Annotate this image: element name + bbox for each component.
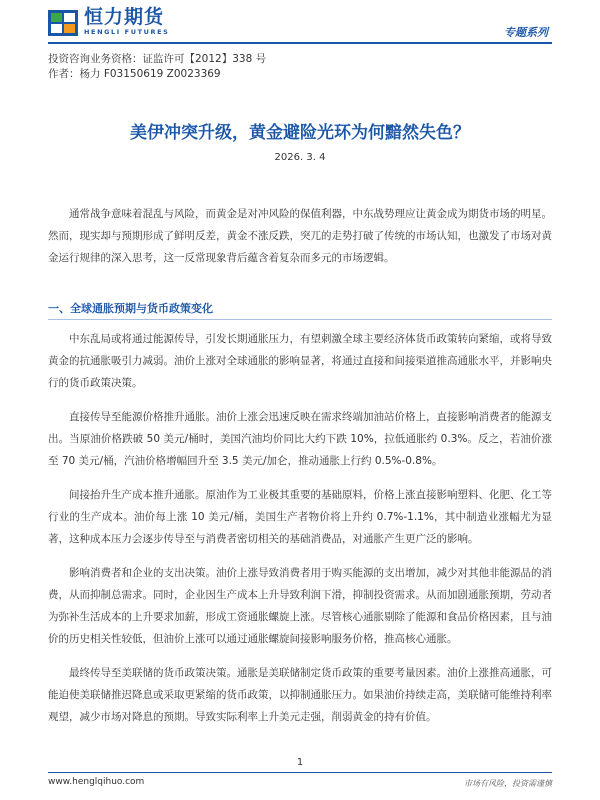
section-divider	[48, 319, 552, 320]
body-paragraph: 直接传导至能源价格推升通胀。油价上涨会迅速反映在需求终端加油站价格上，直接影响消费者的能源支出。当原油价格跌破 50 美元/桶时，美国汽油均价同比大约下跌 10%，拉低通胀约 0.3%。反之，若油价涨至 70 美元/桶，汽油价格增幅回升至 3.5 美元/加仑，推动通胀上行约 0.5%-0.8%。	[48, 411, 552, 467]
article-date: 2026. 3. 4	[274, 152, 326, 163]
body-paragraph: 影响消费者和企业的支出决策。油价上涨导致消费者用于购买能源的支出增加，减少对其他非能源品的消费，从而抑制总需求。同时，企业因生产成本上升导致利润下滑，抑制投资需求。从而加剧通胀预期，劳动者为弥补生活成本的上升要求加薪，形成工资通胀螺旋上涨。尽管核心通胀剔除了能源和食品价格因素，且与油价的历史相关性较低，但油价上涨可以通过通胀螺旋间接影响服务价格，推高核心通胀。	[48, 567, 552, 645]
brand-name-cn: 恒力期货	[84, 6, 165, 28]
body-paragraph: 中东乱局或将通过能源传导，引发长期通胀压力，有望刺激全球主要经济体货币政策转向紧缩，或将导致黄金的抗通胀吸引力减弱。油价上涨对全球通胀的影响显著，将通过直接和间接渠道推高通胀水平，并影响央行的货币政策决策。	[48, 333, 552, 389]
header-divider	[48, 42, 552, 44]
brand-name	[84, 6, 169, 36]
intro-paragraph: 通常战争意味着混乱与风险，而黄金是对冲风险的保值利器，中东战势理应让黄金成为期货市场的明星。然而，现实却与预期形成了鲜明反差，黄金不涨反跌，突兀的走势打破了传统的市场认知，也激发了市场对黄金运行规律的深入思考，这一反常现象背后蕴含着复杂而多元的市场逻辑。	[48, 208, 552, 264]
author-line: 作者：杨力 F03150619 Z0023369	[48, 68, 221, 80]
section-heading: 一、全球通胀预期与货币政策变化	[48, 302, 213, 315]
license-line: 投资咨询业务资格：证监许可【2012】338 号	[48, 53, 267, 65]
article-title: 美伊冲突升级，黄金避险光环为何黯然失色？	[130, 123, 470, 143]
body-paragraph: 最终传导至美联储的货币政策决策。通胀是美联储制定货币政策的重要考量因素。油价上涨推高通胀，可能迫使美联储推迟降息或采取更紧缩的货币政策，以抑制通胀压力。如果油价持续走高，美联储可能维持利率观望，减少市场对降息的预期。导致实际利率上升美元走强，削弱黄金的持有价值。	[48, 667, 552, 723]
page-number: 1	[296, 757, 304, 768]
series-label: 专题系列	[504, 26, 548, 39]
body-paragraph: 间接抬升生产成本推升通胀。原油作为工业极其重要的基础原料，价格上涨直接影响塑料、化肥、化工等行业的生产成本。油价每上涨 10 美元/桶，美国生产者物价将上升约 0.7%-1.1%，其中制造业涨幅尤为显著，这种成本压力会逐步传导至与消费者密切相关的基础消费品，对通胀产生更广泛的影响。	[48, 489, 552, 545]
footer-divider	[48, 772, 552, 773]
hengli-logo-icon	[48, 10, 78, 36]
footer-slogan: 市场有风险，投资需谨慎	[464, 779, 552, 788]
brand-name-en: HENGLI FUTURES	[84, 28, 170, 36]
footer-website: www.henglqihuo.com	[48, 777, 145, 787]
page-header	[0, 0, 600, 44]
